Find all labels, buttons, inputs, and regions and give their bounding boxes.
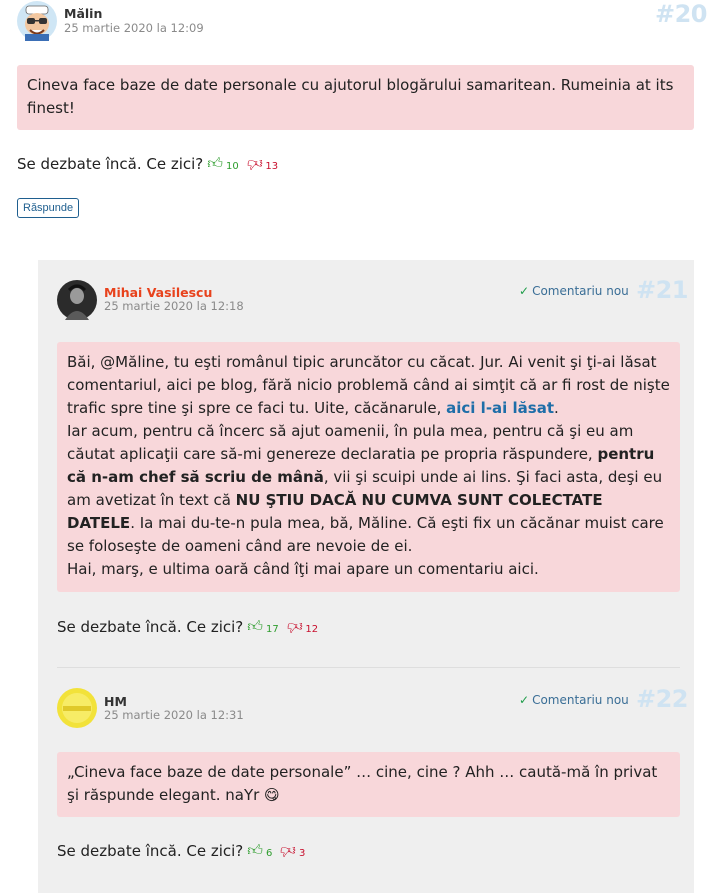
- comment-date[interactable]: 25 martie 2020 la 12:18: [104, 299, 244, 313]
- vote-prompt: Se dezbate încă. Ce zici?: [57, 617, 244, 636]
- message-text: , vii şi scuipi unde ai lins. Şi faci asta, deşi eu am avetizat în text că: [67, 468, 663, 509]
- downvote-count: 12: [305, 623, 319, 635]
- check-icon: ✓: [519, 284, 530, 298]
- vote-bar: [17, 154, 278, 173]
- thumbs-down-icon[interactable]: 👍︎: [286, 618, 303, 636]
- vote-prompt: Se dezbate încă. Ce zici?: [57, 841, 244, 860]
- comment-message: [17, 65, 694, 130]
- comment-21: [0, 270, 694, 650]
- upvote-count: 10: [225, 160, 239, 172]
- message-text: Cineva face baze de date personale cu ajutorul blogărului samaritean. Rumeinia at its finest!: [27, 76, 674, 117]
- avatar[interactable]: [17, 1, 57, 41]
- thumbs-down-icon[interactable]: 👍︎: [246, 155, 263, 173]
- vote-bar: [57, 617, 318, 636]
- avatar-logo-image: [57, 688, 97, 728]
- comment-date[interactable]: 25 martie 2020 la 12:09: [64, 21, 204, 35]
- vote-bar: [57, 841, 305, 860]
- avatar[interactable]: [57, 688, 97, 728]
- comment-number[interactable]: #20: [655, 0, 707, 28]
- upvote-count: 17: [265, 623, 279, 635]
- comment-number[interactable]: #21: [636, 276, 689, 304]
- reply-button[interactable]: Răspunde: [17, 198, 79, 218]
- vote-prompt: Se dezbate încă. Ce zici?: [17, 154, 204, 173]
- message-text: Hai, marş, e ultima oară când îţi mai apare un comentariu aici.: [67, 560, 539, 578]
- avatar-photo-image: [57, 280, 97, 320]
- comment-link[interactable]: aici l-ai lăsat: [446, 399, 555, 417]
- message-text: .: [554, 399, 559, 417]
- downvote-count: 13: [265, 160, 279, 172]
- message-text: Băi, @Măline, tu eşti românul tipic aruncător cu căcat. Jur. Ai venit şi ţi-ai lăsat comentariul, aici pe blog, fără nicio problemă când ai simţit că ar fi rost de nişte trafic spre tine şi spre ce faci tu. Uite, căcănarule,: [67, 353, 670, 417]
- comment-message: [57, 342, 680, 592]
- comment-author[interactable]: HM: [104, 694, 127, 709]
- new-comment-label[interactable]: [519, 284, 629, 298]
- thumbs-down-icon[interactable]: 👍︎: [280, 842, 297, 860]
- comment-number[interactable]: #22: [636, 685, 689, 713]
- divider: [57, 667, 680, 668]
- avatar[interactable]: [57, 280, 97, 320]
- new-comment-label[interactable]: [519, 693, 629, 707]
- comment-date[interactable]: 25 martie 2020 la 12:31: [104, 708, 244, 722]
- message-bold-caps: NU ŞTIU DACĂ NU CUMVA SUNT COLECTATE DATELE: [67, 491, 603, 532]
- message-bold-text: pentru că n-am chef să scriu de mână: [67, 445, 655, 486]
- new-comment-text: Comentariu nou: [532, 693, 629, 707]
- comment-author[interactable]: Mălin: [64, 6, 103, 21]
- upvote-count: 6: [265, 847, 273, 859]
- comment-20: [0, 0, 707, 230]
- comment-22: [0, 680, 694, 880]
- thumbs-up-icon[interactable]: 👍︎: [247, 617, 263, 635]
- thumbs-up-icon[interactable]: 👍︎: [207, 154, 223, 172]
- thumbs-up-icon[interactable]: 👍︎: [247, 841, 263, 859]
- avatar-cartoon-image: [17, 1, 57, 41]
- message-text: „Cineva face baze de date personale” … cine, cine ? Ahh … caută-mă în privat şi răspunde elegant. naYr 😋: [67, 763, 658, 804]
- message-text: Iar acum, pentru că încerc să ajut oamenii, în pula mea, pentru că şi eu am căutat aplicaţii care să-mi genereze declaratia pe propria răspundere,: [67, 422, 634, 463]
- new-comment-text: Comentariu nou: [532, 284, 629, 298]
- downvote-count: 3: [299, 847, 306, 859]
- comment-message: [57, 752, 680, 817]
- message-text: . Ia mai du-te-n pula mea, bă, Măline. Că eşti fix un căcănar muist care se foloseşte de oameni când are nevoie de ei.: [67, 514, 664, 555]
- check-icon: ✓: [519, 693, 530, 707]
- comment-author[interactable]: Mihai Vasilescu: [104, 285, 213, 300]
